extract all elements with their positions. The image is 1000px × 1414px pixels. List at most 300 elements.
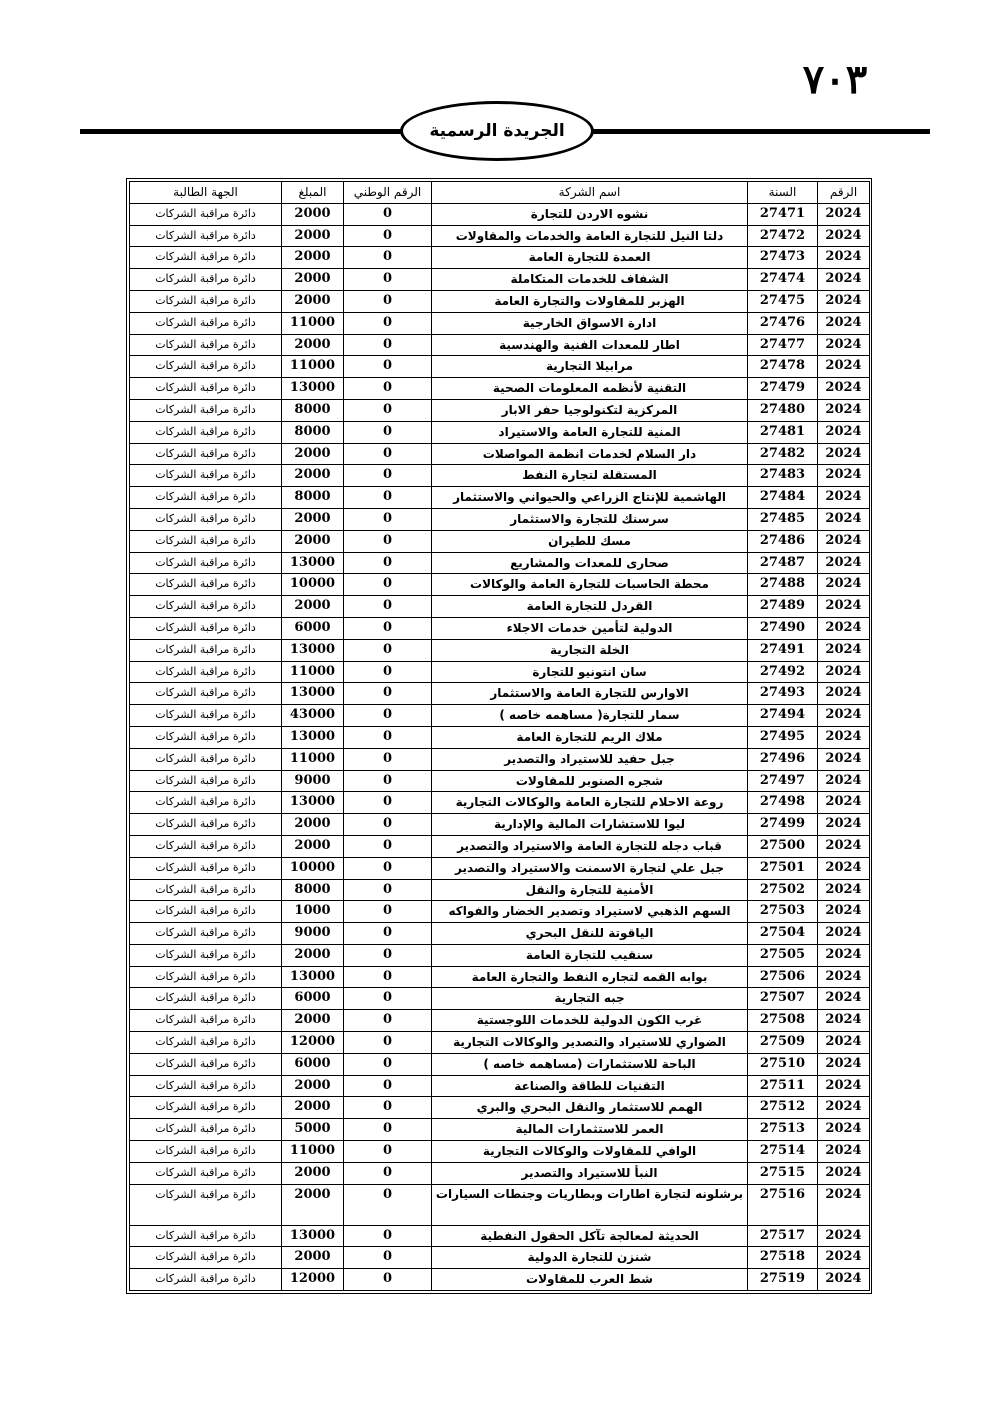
row-amount: 2000 <box>282 334 344 356</box>
table-row <box>130 639 870 661</box>
company-registry-table <box>129 181 870 1291</box>
row-number: 27481 <box>748 421 818 443</box>
row-number: 27474 <box>748 269 818 291</box>
row-number: 27482 <box>748 443 818 465</box>
row-amount: 2000 <box>282 225 344 247</box>
row-requesting-party: دائرة مراقبة الشركات <box>130 1184 282 1225</box>
row-year: 2024 <box>818 617 870 639</box>
table-row <box>130 814 870 836</box>
row-number: 27499 <box>748 814 818 836</box>
row-amount: 6000 <box>282 988 344 1010</box>
row-number: 27500 <box>748 835 818 857</box>
column-header-requesting-party: الجهة الطالبة <box>130 182 282 204</box>
row-company-name: جبل علي لتجارة الاسمنت والاستيراد والتصدير <box>432 857 748 879</box>
row-company-name: اطار للمعدات الفنية والهندسية <box>432 334 748 356</box>
row-company-name: السهم الذهبي لاستيراد وتصدير الخضار والفواكه <box>432 901 748 923</box>
row-company-name: الدولية لتأمين خدمات الاجلاء <box>432 617 748 639</box>
row-national-number: 0 <box>344 247 432 269</box>
row-requesting-party: دائرة مراقبة الشركات <box>130 879 282 901</box>
row-year: 2024 <box>818 334 870 356</box>
row-national-number: 0 <box>344 683 432 705</box>
row-year: 2024 <box>818 1184 870 1225</box>
row-year: 2024 <box>818 1032 870 1054</box>
row-number: 27497 <box>748 770 818 792</box>
row-amount: 11000 <box>282 748 344 770</box>
row-national-number: 0 <box>344 290 432 312</box>
row-national-number: 0 <box>344 399 432 421</box>
row-national-number: 0 <box>344 814 432 836</box>
row-company-name: روعة الاحلام للتجارة العامة والوكالات التجارية <box>432 792 748 814</box>
row-year: 2024 <box>818 879 870 901</box>
row-national-number: 0 <box>344 1032 432 1054</box>
row-number: 27506 <box>748 966 818 988</box>
row-requesting-party: دائرة مراقبة الشركات <box>130 312 282 334</box>
row-year: 2024 <box>818 269 870 291</box>
row-company-name: سمار للتجارة( مساهمه خاصه ) <box>432 705 748 727</box>
header-rule-right <box>588 129 930 134</box>
row-number: 27483 <box>748 465 818 487</box>
row-national-number: 0 <box>344 944 432 966</box>
row-national-number: 0 <box>344 1075 432 1097</box>
row-number: 27480 <box>748 399 818 421</box>
row-amount: 43000 <box>282 705 344 727</box>
row-amount: 1000 <box>282 901 344 923</box>
row-national-number: 0 <box>344 879 432 901</box>
row-number: 27485 <box>748 508 818 530</box>
row-requesting-party: دائرة مراقبة الشركات <box>130 1162 282 1184</box>
gazette-title-oval <box>400 101 594 161</box>
row-amount: 2000 <box>282 465 344 487</box>
row-national-number: 0 <box>344 1141 432 1163</box>
row-year: 2024 <box>818 552 870 574</box>
row-amount: 9000 <box>282 770 344 792</box>
row-company-name: نشوه الاردن للتجارة <box>432 203 748 225</box>
row-number: 27476 <box>748 312 818 334</box>
row-requesting-party: دائرة مراقبة الشركات <box>130 1141 282 1163</box>
row-company-name: الاوارس للتجارة العامة والاستثمار <box>432 683 748 705</box>
row-requesting-party: دائرة مراقبة الشركات <box>130 356 282 378</box>
row-national-number: 0 <box>344 530 432 552</box>
row-amount: 2000 <box>282 596 344 618</box>
row-national-number: 0 <box>344 988 432 1010</box>
row-company-name: المركزية لتكنولوجيا حفر الابار <box>432 399 748 421</box>
page-number: ٧٠٣ <box>802 56 868 103</box>
row-national-number: 0 <box>344 1010 432 1032</box>
row-number: 27495 <box>748 726 818 748</box>
row-amount: 9000 <box>282 923 344 945</box>
row-number: 27494 <box>748 705 818 727</box>
row-amount: 13000 <box>282 726 344 748</box>
row-requesting-party: دائرة مراقبة الشركات <box>130 726 282 748</box>
table-row <box>130 356 870 378</box>
row-requesting-party: دائرة مراقبة الشركات <box>130 748 282 770</box>
row-requesting-party: دائرة مراقبة الشركات <box>130 1010 282 1032</box>
row-national-number: 0 <box>344 923 432 945</box>
row-number: 27508 <box>748 1010 818 1032</box>
row-requesting-party: دائرة مراقبة الشركات <box>130 465 282 487</box>
row-amount: 12000 <box>282 1269 344 1291</box>
row-year: 2024 <box>818 1010 870 1032</box>
row-number: 27505 <box>748 944 818 966</box>
row-year: 2024 <box>818 530 870 552</box>
row-number: 27475 <box>748 290 818 312</box>
row-national-number: 0 <box>344 835 432 857</box>
row-number: 27511 <box>748 1075 818 1097</box>
row-year: 2024 <box>818 1053 870 1075</box>
row-national-number: 0 <box>344 269 432 291</box>
table-row <box>130 530 870 552</box>
row-requesting-party: دائرة مراقبة الشركات <box>130 617 282 639</box>
table-header-row <box>130 182 870 204</box>
table-row <box>130 225 870 247</box>
row-requesting-party: دائرة مراقبة الشركات <box>130 923 282 945</box>
row-requesting-party: دائرة مراقبة الشركات <box>130 334 282 356</box>
row-year: 2024 <box>818 247 870 269</box>
row-requesting-party: دائرة مراقبة الشركات <box>130 770 282 792</box>
row-amount: 10000 <box>282 857 344 879</box>
row-amount: 8000 <box>282 399 344 421</box>
row-requesting-party: دائرة مراقبة الشركات <box>130 966 282 988</box>
row-national-number: 0 <box>344 552 432 574</box>
row-company-name: ادارة الاسواق الخارجية <box>432 312 748 334</box>
row-year: 2024 <box>818 814 870 836</box>
row-company-name: بوابه القمه لتجاره النفط والتجارة العامة <box>432 966 748 988</box>
row-company-name: سان انتونيو للتجارة <box>432 661 748 683</box>
row-amount: 12000 <box>282 1032 344 1054</box>
row-number: 27492 <box>748 661 818 683</box>
column-header-amount: المبلغ <box>282 182 344 204</box>
row-company-name: دلتا النيل للتجارة العامة والخدمات والمقاولات <box>432 225 748 247</box>
row-requesting-party: دائرة مراقبة الشركات <box>130 835 282 857</box>
gazette-title: الجريدة الرسمية <box>429 121 565 141</box>
row-company-name: الهاشمية للإنتاج الزراعي والحيواني والاستثمار <box>432 487 748 509</box>
row-national-number: 0 <box>344 334 432 356</box>
table-row <box>130 487 870 509</box>
table-row <box>130 443 870 465</box>
row-amount: 2000 <box>282 508 344 530</box>
row-year: 2024 <box>818 792 870 814</box>
row-national-number: 0 <box>344 966 432 988</box>
table-row <box>130 879 870 901</box>
row-year: 2024 <box>818 1119 870 1141</box>
row-national-number: 0 <box>344 225 432 247</box>
table-row <box>130 247 870 269</box>
row-company-name: ملاك الريم للتجارة العامة <box>432 726 748 748</box>
table-row <box>130 290 870 312</box>
row-requesting-party: دائرة مراقبة الشركات <box>130 857 282 879</box>
row-requesting-party: دائرة مراقبة الشركات <box>130 1269 282 1291</box>
row-national-number: 0 <box>344 1119 432 1141</box>
row-company-name: صحارى للمعدات والمشاريع <box>432 552 748 574</box>
row-national-number: 0 <box>344 356 432 378</box>
row-number: 27473 <box>748 247 818 269</box>
row-national-number: 0 <box>344 661 432 683</box>
row-year: 2024 <box>818 1162 870 1184</box>
row-national-number: 0 <box>344 792 432 814</box>
row-amount: 13000 <box>282 639 344 661</box>
row-company-name: دار السلام لخدمات انظمة المواصلات <box>432 443 748 465</box>
table-row <box>130 1225 870 1247</box>
row-year: 2024 <box>818 225 870 247</box>
row-year: 2024 <box>818 1225 870 1247</box>
row-requesting-party: دائرة مراقبة الشركات <box>130 792 282 814</box>
table-row <box>130 203 870 225</box>
row-amount: 10000 <box>282 574 344 596</box>
row-number: 27484 <box>748 487 818 509</box>
row-company-name: الحديثة لمعالجة تآكل الحقول النفطية <box>432 1225 748 1247</box>
table-row <box>130 923 870 945</box>
row-company-name: المستقلة لتجارة النفط <box>432 465 748 487</box>
table-row <box>130 988 870 1010</box>
row-requesting-party: دائرة مراقبة الشركات <box>130 683 282 705</box>
row-national-number: 0 <box>344 574 432 596</box>
row-company-name: الأمنية للتجارة والنقل <box>432 879 748 901</box>
row-requesting-party: دائرة مراقبة الشركات <box>130 1075 282 1097</box>
row-year: 2024 <box>818 639 870 661</box>
row-year: 2024 <box>818 923 870 945</box>
row-national-number: 0 <box>344 1184 432 1225</box>
row-requesting-party: دائرة مراقبة الشركات <box>130 596 282 618</box>
row-number: 27513 <box>748 1119 818 1141</box>
row-national-number: 0 <box>344 465 432 487</box>
row-year: 2024 <box>818 683 870 705</box>
table-row <box>130 901 870 923</box>
row-amount: 8000 <box>282 879 344 901</box>
row-year: 2024 <box>818 835 870 857</box>
table-row <box>130 1053 870 1075</box>
table-row <box>130 596 870 618</box>
row-amount: 2000 <box>282 443 344 465</box>
row-amount: 2000 <box>282 835 344 857</box>
row-year: 2024 <box>818 574 870 596</box>
header-rule-left <box>80 129 406 134</box>
table-row <box>130 748 870 770</box>
row-number: 27489 <box>748 596 818 618</box>
row-company-name: شط العرب للمقاولات <box>432 1269 748 1291</box>
row-number: 27516 <box>748 1184 818 1225</box>
table-row <box>130 334 870 356</box>
row-national-number: 0 <box>344 443 432 465</box>
row-amount: 11000 <box>282 1141 344 1163</box>
row-amount: 5000 <box>282 1119 344 1141</box>
row-company-name: المنية للتجارة العامة والاستيراد <box>432 421 748 443</box>
row-amount: 2000 <box>282 1247 344 1269</box>
table-row <box>130 1032 870 1054</box>
row-number: 27496 <box>748 748 818 770</box>
row-amount: 2000 <box>282 203 344 225</box>
table-row <box>130 1075 870 1097</box>
row-number: 27472 <box>748 225 818 247</box>
row-company-name: الهزبر للمقاولات والتجارة العامة <box>432 290 748 312</box>
row-requesting-party: دائرة مراقبة الشركات <box>130 269 282 291</box>
row-number: 27507 <box>748 988 818 1010</box>
row-national-number: 0 <box>344 1225 432 1247</box>
table-row <box>130 617 870 639</box>
row-amount: 11000 <box>282 312 344 334</box>
row-requesting-party: دائرة مراقبة الشركات <box>130 1053 282 1075</box>
row-national-number: 0 <box>344 726 432 748</box>
row-year: 2024 <box>818 421 870 443</box>
table-row <box>130 770 870 792</box>
row-requesting-party: دائرة مراقبة الشركات <box>130 1032 282 1054</box>
row-year: 2024 <box>818 465 870 487</box>
table-row <box>130 1247 870 1269</box>
row-year: 2024 <box>818 487 870 509</box>
row-amount: 2000 <box>282 1162 344 1184</box>
row-number: 27502 <box>748 879 818 901</box>
table-row <box>130 683 870 705</box>
row-number: 27493 <box>748 683 818 705</box>
row-number: 27519 <box>748 1269 818 1291</box>
table-row <box>130 792 870 814</box>
row-amount: 2000 <box>282 944 344 966</box>
table-row <box>130 312 870 334</box>
row-number: 27487 <box>748 552 818 574</box>
row-amount: 13000 <box>282 378 344 400</box>
row-number: 27518 <box>748 1247 818 1269</box>
row-year: 2024 <box>818 726 870 748</box>
row-number: 27517 <box>748 1225 818 1247</box>
row-requesting-party: دائرة مراقبة الشركات <box>130 1119 282 1141</box>
table-row <box>130 574 870 596</box>
row-national-number: 0 <box>344 639 432 661</box>
row-number: 27504 <box>748 923 818 945</box>
row-company-name: الشفاف للخدمات المتكاملة <box>432 269 748 291</box>
row-company-name: القردل للتجارة العامة <box>432 596 748 618</box>
table-row <box>130 726 870 748</box>
table-row <box>130 966 870 988</box>
row-requesting-party: دائرة مراقبة الشركات <box>130 639 282 661</box>
row-number: 27501 <box>748 857 818 879</box>
row-year: 2024 <box>818 748 870 770</box>
table-row <box>130 508 870 530</box>
row-amount: 2000 <box>282 269 344 291</box>
row-company-name: الوافي للمقاولات والوكالات التجارية <box>432 1141 748 1163</box>
table-row <box>130 269 870 291</box>
row-national-number: 0 <box>344 1097 432 1119</box>
row-year: 2024 <box>818 1097 870 1119</box>
column-header-company-name: اسم الشركة <box>432 182 748 204</box>
table-row <box>130 705 870 727</box>
row-requesting-party: دائرة مراقبة الشركات <box>130 203 282 225</box>
table-row <box>130 1010 870 1032</box>
row-requesting-party: دائرة مراقبة الشركات <box>130 508 282 530</box>
row-requesting-party: دائرة مراقبة الشركات <box>130 443 282 465</box>
row-national-number: 0 <box>344 312 432 334</box>
row-year: 2024 <box>818 705 870 727</box>
table-row <box>130 1119 870 1141</box>
row-requesting-party: دائرة مراقبة الشركات <box>130 378 282 400</box>
row-requesting-party: دائرة مراقبة الشركات <box>130 1225 282 1247</box>
row-year: 2024 <box>818 203 870 225</box>
table-row <box>130 661 870 683</box>
row-company-name: قباب دجله للتجارة العامة والاستيراد والتصدير <box>432 835 748 857</box>
row-national-number: 0 <box>344 617 432 639</box>
table-row <box>130 378 870 400</box>
table-row <box>130 399 870 421</box>
row-company-name: الباحة للاستثمارات (مساهمه خاصه ) <box>432 1053 748 1075</box>
row-year: 2024 <box>818 661 870 683</box>
row-national-number: 0 <box>344 508 432 530</box>
column-header-national-number: الرقم الوطني <box>344 182 432 204</box>
row-company-name: محطة الحاسبات للتجارة العامة والوكالات <box>432 574 748 596</box>
row-company-name: الضواري للاستيراد والتصدير والوكالات التجارية <box>432 1032 748 1054</box>
row-year: 2024 <box>818 1247 870 1269</box>
table-row <box>130 465 870 487</box>
row-company-name: التقنية لأنظمه المعلومات الصحية <box>432 378 748 400</box>
table-row <box>130 1184 870 1225</box>
table-row <box>130 835 870 857</box>
row-national-number: 0 <box>344 487 432 509</box>
row-year: 2024 <box>818 901 870 923</box>
row-amount: 8000 <box>282 421 344 443</box>
row-company-name: ليوا للاستشارات المالية والإدارية <box>432 814 748 836</box>
row-number: 27503 <box>748 901 818 923</box>
row-amount: 11000 <box>282 661 344 683</box>
row-year: 2024 <box>818 378 870 400</box>
row-amount: 2000 <box>282 247 344 269</box>
row-national-number: 0 <box>344 378 432 400</box>
row-amount: 11000 <box>282 356 344 378</box>
row-company-name: سنقيب للتجارة العامة <box>432 944 748 966</box>
row-company-name: غرب الكون الدولية للخدمات اللوجستية <box>432 1010 748 1032</box>
row-amount: 13000 <box>282 683 344 705</box>
row-amount: 6000 <box>282 1053 344 1075</box>
row-company-name: جبل حفيد للاستيراد والتصدير <box>432 748 748 770</box>
row-requesting-party: دائرة مراقبة الشركات <box>130 290 282 312</box>
row-year: 2024 <box>818 770 870 792</box>
row-year: 2024 <box>818 1141 870 1163</box>
row-year: 2024 <box>818 508 870 530</box>
row-amount: 2000 <box>282 1184 344 1225</box>
row-company-name: العمدة للتجارة العامة <box>432 247 748 269</box>
row-national-number: 0 <box>344 1162 432 1184</box>
row-company-name: جبه التجارية <box>432 988 748 1010</box>
row-requesting-party: دائرة مراقبة الشركات <box>130 705 282 727</box>
row-requesting-party: دائرة مراقبة الشركات <box>130 487 282 509</box>
table-row <box>130 1269 870 1291</box>
row-year: 2024 <box>818 596 870 618</box>
row-amount: 2000 <box>282 1097 344 1119</box>
table-row <box>130 857 870 879</box>
row-amount: 2000 <box>282 530 344 552</box>
row-number: 27515 <box>748 1162 818 1184</box>
table-row <box>130 944 870 966</box>
row-company-name: سرسنك للتجارة والاستثمار <box>432 508 748 530</box>
row-amount: 8000 <box>282 487 344 509</box>
row-company-name: شجره الصنوبر للمقاولات <box>432 770 748 792</box>
row-company-name: برشلونه لتجارة اطارات وبطاريات وجنطات السيارات <box>432 1184 748 1225</box>
table-row <box>130 1097 870 1119</box>
row-year: 2024 <box>818 988 870 1010</box>
row-requesting-party: دائرة مراقبة الشركات <box>130 988 282 1010</box>
row-requesting-party: دائرة مراقبة الشركات <box>130 1097 282 1119</box>
row-number: 27512 <box>748 1097 818 1119</box>
row-amount: 13000 <box>282 792 344 814</box>
row-company-name: النبأ للاستيراد والتصدير <box>432 1162 748 1184</box>
row-company-name: شنزن للتجارة الدولية <box>432 1247 748 1269</box>
row-requesting-party: دائرة مراقبة الشركات <box>130 530 282 552</box>
row-number: 27486 <box>748 530 818 552</box>
row-number: 27490 <box>748 617 818 639</box>
row-company-name: الخلة التجارية <box>432 639 748 661</box>
row-company-name: مسك للطيران <box>432 530 748 552</box>
row-year: 2024 <box>818 443 870 465</box>
row-company-name: الياقوتة للنقل البحري <box>432 923 748 945</box>
row-number: 27479 <box>748 378 818 400</box>
row-requesting-party: دائرة مراقبة الشركات <box>130 814 282 836</box>
row-requesting-party: دائرة مراقبة الشركات <box>130 901 282 923</box>
